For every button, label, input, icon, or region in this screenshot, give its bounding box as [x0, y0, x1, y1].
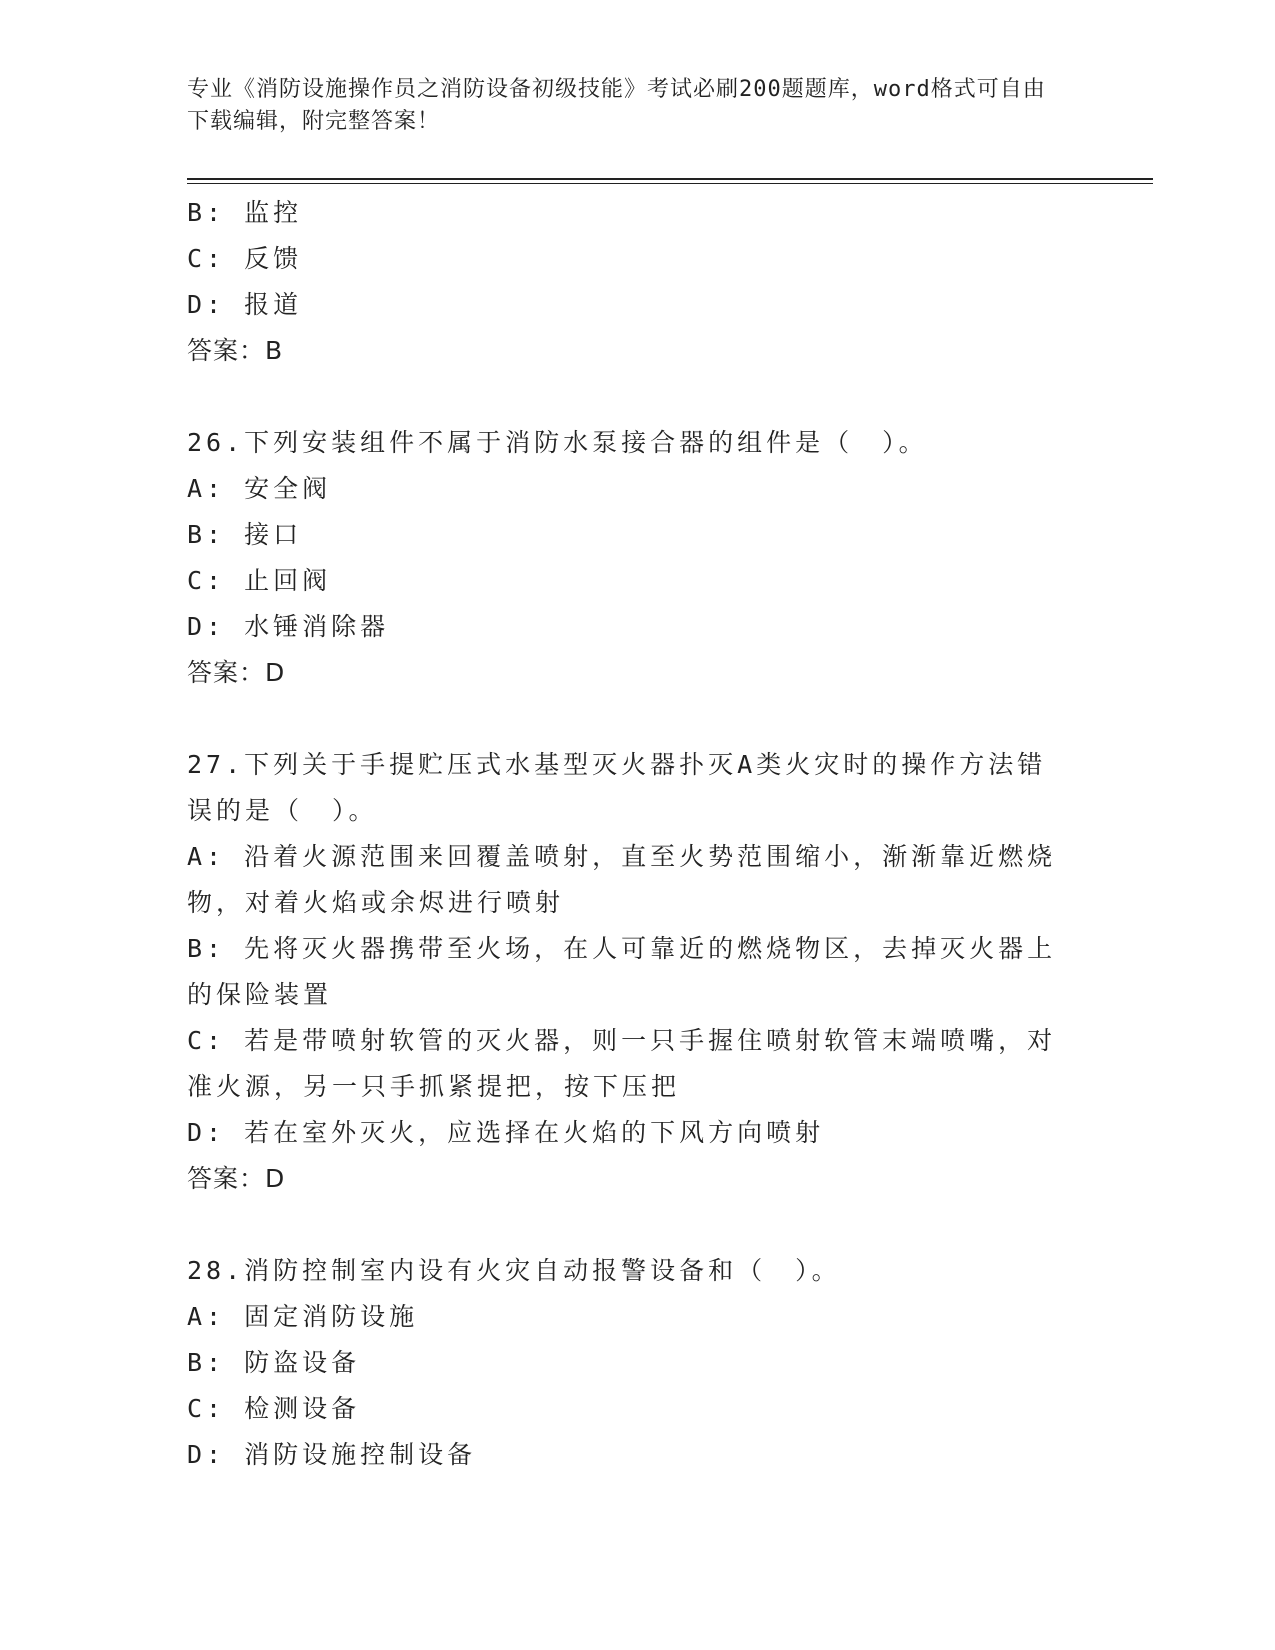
- q27-answer: 答案：D: [187, 1164, 286, 1193]
- q26-answer: 答案：D: [187, 658, 286, 687]
- q28-question: 28.消防控制室内设有火灾自动报警设备和（ ）。: [187, 1256, 841, 1285]
- q27-option-a: A: 沿着火源范围来回覆盖喷射，直至火势范围缩小，渐渐靠近燃烧物，对着火焰或余烬进行喷射: [187, 842, 1057, 917]
- q25-option-b: B: 监控: [187, 198, 303, 227]
- q28-option-b: B: 防盗设备: [187, 1348, 361, 1377]
- q28-option-c: C: 检测设备: [187, 1394, 361, 1423]
- document-header: 专业《消防设施操作员之消防设备初级技能》考试必刷200题题库，word格式可自由下载编辑，附完整答案！: [187, 77, 1046, 134]
- q26-question: 26.下列安装组件不属于消防水泵接合器的组件是（ ）。: [187, 428, 928, 457]
- q27-option-c: C: 若是带喷射软管的灭火器，则一只手握住喷射软管末端喷嘴，对准火源，另一只手抓紧提把，按下压把: [187, 1026, 1057, 1101]
- q27-option-d: D: 若在室外灭火，应选择在火焰的下风方向喷射: [187, 1118, 825, 1147]
- header-rule-thick: [187, 178, 1153, 180]
- q28-option-a: A: 固定消防设施: [187, 1302, 419, 1331]
- header-rule-thin: [187, 183, 1153, 184]
- q26-option-c: C: 止回阀: [187, 566, 332, 595]
- q28-option-d: D: 消防设施控制设备: [187, 1440, 477, 1469]
- q27-option-b: B: 先将灭火器携带至火场，在人可靠近的燃烧物区，去掉灭火器上的保险装置: [187, 934, 1057, 1009]
- q25-option-d: D: 报道: [187, 290, 303, 319]
- question-content: [187, 190, 1067, 1478]
- q25-answer: 答案：B: [187, 336, 284, 365]
- q26-option-d: D: 水锤消除器: [187, 612, 390, 641]
- q26-option-b: B: 接口: [187, 520, 303, 549]
- q27-question: 27.下列关于手提贮压式水基型灭火器扑灭A类火灾时的操作方法错误的是（ ）。: [187, 750, 1047, 825]
- q25-option-c: C: 反馈: [187, 244, 303, 273]
- q26-option-a: A: 安全阀: [187, 474, 332, 503]
